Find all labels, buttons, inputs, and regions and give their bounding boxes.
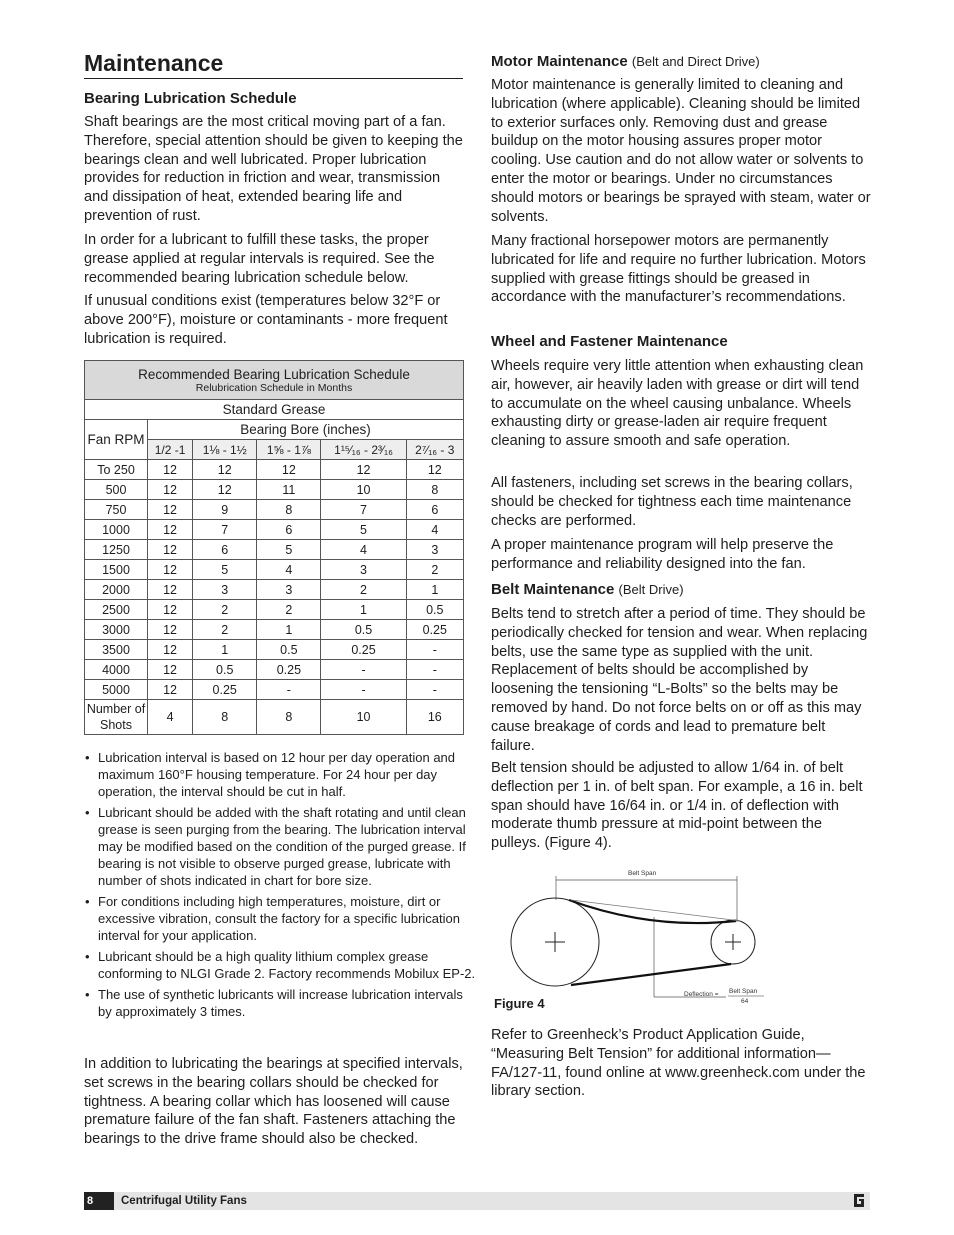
note-item: • The use of synthetic lubricants will increase lubrication intervals by approximately 3 times. xyxy=(98,986,478,1020)
belt-tension-diagram xyxy=(491,862,781,1012)
table-subtitle: Relubrication Schedule in Months xyxy=(195,381,353,394)
motor-heading xyxy=(491,53,760,71)
interval-cell: 12 xyxy=(321,460,406,480)
rpm-cell: 3000 xyxy=(85,620,148,640)
wheel-paragraph-3: A proper maintenance program will help preserve the performance and reliability designed into the fan. xyxy=(491,537,834,572)
rpm-cell: 750 xyxy=(85,500,148,520)
belt-span-label: Belt Span xyxy=(628,870,657,877)
table-row xyxy=(85,640,464,660)
note-item: • Lubricant should be a high quality lithium complex grease conforming to NLGI Grade 2. Factory recommends Mobilux EP-2. xyxy=(98,948,478,982)
interval-cell: 12 xyxy=(148,620,193,640)
greenheck-logo-icon xyxy=(852,1193,866,1208)
table-row xyxy=(85,520,464,540)
rpm-cell: 2000 xyxy=(85,580,148,600)
belt-paragraph-1: Belts tend to stretch after a period of time. They should be periodically checked for tension and wear. When replacing belts, use the same type as supplied with the unit. Replacement of belts should be accomplished by loosening the tensioning “L-Bolts” so the belts may be removed by hand. Do not force belts on or off as this may cause breakage of cords and lead to premature belt failure. xyxy=(491,606,868,754)
interval-cell: - xyxy=(321,680,406,700)
interval-cell: - xyxy=(257,680,321,700)
bearing-bore-header: Bearing Bore (inches) xyxy=(148,420,464,440)
interval-cell: 8 xyxy=(406,480,463,500)
shots-row xyxy=(85,700,464,735)
interval-cell: 0.5 xyxy=(406,600,463,620)
belt-deflected-top xyxy=(569,900,736,923)
interval-cell: 4 xyxy=(406,520,463,540)
interval-cell: 1 xyxy=(193,640,257,660)
interval-cell: 12 xyxy=(148,460,193,480)
shots-cell: 8 xyxy=(193,700,257,735)
interval-cell: 6 xyxy=(257,520,321,540)
interval-cell: 12 xyxy=(193,480,257,500)
interval-cell: 12 xyxy=(193,460,257,480)
page-number: 8 xyxy=(84,1192,114,1210)
table-row xyxy=(85,480,464,500)
interval-cell: 2 xyxy=(321,580,406,600)
interval-cell: 0.25 xyxy=(321,640,406,660)
table-row xyxy=(85,540,464,560)
table-header xyxy=(85,361,464,400)
interval-cell: 0.25 xyxy=(406,620,463,640)
interval-cell: 1 xyxy=(257,620,321,640)
interval-cell: 3 xyxy=(257,580,321,600)
wheel-paragraph-2: All fasteners, including set screws in the bearing collars, should be checked for tightness each time maintenance checks are performed. xyxy=(491,475,853,529)
table-row xyxy=(85,500,464,520)
interval-cell: 7 xyxy=(193,520,257,540)
rpm-cell: 2500 xyxy=(85,600,148,620)
note-item: • Lubrication interval is based on 12 hour per day operation and maximum 160°F housing temperature. For 24 hour per day operation, the interval should be cut in half. xyxy=(98,749,478,800)
rpm-cell: 500 xyxy=(85,480,148,500)
belt-paragraph-2: Belt tension should be adjusted to allow 1/64 in. of belt deflection per 1 in. of belt span. For example, a 16 in. belt span should have 16/64 in. or 1/4 in. of deflection with moderate thumb pressure at mid-point between the pulleys. (Figure 4). xyxy=(491,760,863,852)
bearing-closing-paragraph: In addition to lubricating the bearings at specified intervals, set screws in the bearing collars should be checked for tightness. A bearing collar which has loosened will cause premature failure of the fan shaft. Fasteners attaching the bearings to the drive frame should also be checked. xyxy=(84,1056,463,1148)
table-row xyxy=(85,580,464,600)
schedule-body xyxy=(85,460,464,700)
page-footer xyxy=(84,1192,870,1210)
interval-cell: 12 xyxy=(148,640,193,660)
interval-cell: 0.25 xyxy=(257,660,321,680)
footer-title: Centrifugal Utility Fans xyxy=(121,1195,247,1207)
interval-cell: 12 xyxy=(148,600,193,620)
shots-cell: 16 xyxy=(406,700,463,735)
interval-cell: - xyxy=(406,680,463,700)
interval-cell: 12 xyxy=(148,680,193,700)
shots-cell: 8 xyxy=(257,700,321,735)
lubrication-notes xyxy=(84,749,478,1024)
interval-cell: - xyxy=(406,640,463,660)
rpm-cell: 1250 xyxy=(85,540,148,560)
motor-paragraph-1: Motor maintenance is generally limited to cleaning and lubrication (where applicable). Cleaning should be limited to exterior surfaces only. Removing dust and grease buildup on the motor housing assures proper motor cooling. Use caution and do not allow water or solvents to enter the motor or bearings. Under no circumstances should motors or bearings be sprayed with steam, water or solvents. xyxy=(491,77,871,225)
fan-rpm-header: Fan RPM xyxy=(85,420,148,460)
bearing-paragraph-3: If unusual conditions exist (temperatures below 32°F or above 200°F), moisture or contaminants - more frequent lubrication is required. xyxy=(84,293,448,347)
belt-straight-reference xyxy=(571,900,741,921)
interval-cell: 0.5 xyxy=(257,640,321,660)
lubrication-schedule-table xyxy=(84,360,464,735)
belt-paragraph-3: Refer to Greenheck’s Product Application Guide, “Measuring Belt Tension” for additional information— FA/127-11, found online at www.greenheck.com under the library section. xyxy=(491,1027,866,1100)
interval-cell: 9 xyxy=(193,500,257,520)
rpm-cell: 4000 xyxy=(85,660,148,680)
interval-cell: 12 xyxy=(148,540,193,560)
table-title: Recommended Bearing Lubrication Schedule xyxy=(138,366,410,382)
interval-cell: 6 xyxy=(193,540,257,560)
interval-cell: 12 xyxy=(148,560,193,580)
interval-cell: 3 xyxy=(193,580,257,600)
interval-cell: 2 xyxy=(257,600,321,620)
interval-cell: 12 xyxy=(148,580,193,600)
rpm-cell: 1500 xyxy=(85,560,148,580)
table-row xyxy=(85,680,464,700)
fraction-denominator: 64 xyxy=(741,998,749,1005)
wheel-paragraph-1: Wheels require very little attention when exhausting clean air, however, air heavily laden with grease or dirt will tend to accumulate on the wheel causing unbalance. Wheels exhausting dirty or grease-laden air require frequent cleaning to assure smooth and safe operation. xyxy=(491,358,864,450)
interval-cell: 5 xyxy=(321,520,406,540)
shots-cell: 4 xyxy=(148,700,193,735)
interval-cell: 12 xyxy=(148,480,193,500)
rpm-cell: To 250 xyxy=(85,460,148,480)
interval-cell: 4 xyxy=(321,540,406,560)
interval-cell: 7 xyxy=(321,500,406,520)
interval-cell: 0.5 xyxy=(321,620,406,640)
table-row xyxy=(85,660,464,680)
shots-cell: 10 xyxy=(321,700,406,735)
bore-size-cell: 1/2 -1 xyxy=(148,440,193,460)
belt-heading xyxy=(491,581,684,599)
rpm-cell: 1000 xyxy=(85,520,148,540)
interval-cell: 6 xyxy=(406,500,463,520)
interval-cell: 12 xyxy=(406,460,463,480)
belt-heading-text: Belt Maintenance xyxy=(491,581,615,598)
deflection-label: Deflection = xyxy=(684,991,719,998)
interval-cell: 3 xyxy=(321,560,406,580)
interval-cell: 1 xyxy=(321,600,406,620)
figure-caption: Figure 4 xyxy=(494,996,545,1011)
table-row xyxy=(85,600,464,620)
interval-cell: 5 xyxy=(257,540,321,560)
bearing-heading: Bearing Lubrication Schedule xyxy=(84,90,297,107)
interval-cell: 2 xyxy=(406,560,463,580)
interval-cell: 1 xyxy=(406,580,463,600)
note-item: • For conditions including high temperatures, moisture, dirt or excessive vibration, consult the factory for a specific lubrication interval for your application. xyxy=(98,893,478,944)
grease-type: Standard Grease xyxy=(85,400,464,420)
interval-cell: 12 xyxy=(148,500,193,520)
span-dimension xyxy=(556,876,737,997)
bore-size-cell: 1¹⁵⁄₁₆ - 2³⁄₁₆ xyxy=(321,440,406,460)
bearing-paragraph-2: In order for a lubricant to fulfill these tasks, the proper grease applied at regular intervals is required. See the recommended bearing lubrication schedule below. xyxy=(84,232,435,286)
shots-label: Number of Shots xyxy=(85,700,148,735)
interval-cell: 12 xyxy=(257,460,321,480)
interval-cell: 0.5 xyxy=(193,660,257,680)
bore-size-cell: 1⅛ - 1½ xyxy=(193,440,257,460)
interval-cell: 11 xyxy=(257,480,321,500)
motor-heading-sub: (Belt and Direct Drive) xyxy=(631,54,760,69)
interval-cell: 8 xyxy=(257,500,321,520)
table-row xyxy=(85,460,464,480)
rpm-cell: 5000 xyxy=(85,680,148,700)
pulley-centers xyxy=(545,932,741,952)
interval-cell: - xyxy=(406,660,463,680)
rpm-cell: 3500 xyxy=(85,640,148,660)
bore-size-cell: 2⁷⁄₁₆ - 3 xyxy=(406,440,463,460)
interval-cell: 4 xyxy=(257,560,321,580)
interval-cell: 10 xyxy=(321,480,406,500)
interval-cell: 12 xyxy=(148,520,193,540)
fraction-numerator: Belt Span xyxy=(729,988,758,995)
belt-heading-sub: (Belt Drive) xyxy=(618,582,684,597)
interval-cell: 0.25 xyxy=(193,680,257,700)
interval-cell: 2 xyxy=(193,620,257,640)
bore-size-cell: 1⅝ - 1⅞ xyxy=(257,440,321,460)
motor-paragraph-2: Many fractional horsepower motors are permanently lubricated for life and require no further lubrication. Motors supplied with grease fittings should be greased in accordance with the manufacturer’s recommendations. xyxy=(491,233,866,306)
bearing-paragraph-1: Shaft bearings are the most critical moving part of a fan. Therefore, special attention should be given to keeping the bearings clean and well lubricated. Proper lubrication provides for reduction in friction and wear, transmission and dissipation of heat, extended bearing life and prevention of rust. xyxy=(84,114,463,224)
table-row xyxy=(85,620,464,640)
belt-bottom xyxy=(571,964,731,985)
interval-cell: 3 xyxy=(406,540,463,560)
page-title: Maintenance xyxy=(84,50,463,79)
interval-cell: 12 xyxy=(148,660,193,680)
note-item: • Lubricant should be added with the shaft rotating and until clean grease is seen purging from the bearing. The lubrication interval may be modified based on the condition of the purged grease. If bearing is not visible to observe purged grease, lubricate with number of shots indicated in chart for bore size. xyxy=(98,804,478,889)
wheel-heading: Wheel and Fastener Maintenance xyxy=(491,333,728,350)
interval-cell: 5 xyxy=(193,560,257,580)
motor-heading-text: Motor Maintenance xyxy=(491,53,628,70)
interval-cell: 2 xyxy=(193,600,257,620)
interval-cell: - xyxy=(321,660,406,680)
table-row xyxy=(85,560,464,580)
